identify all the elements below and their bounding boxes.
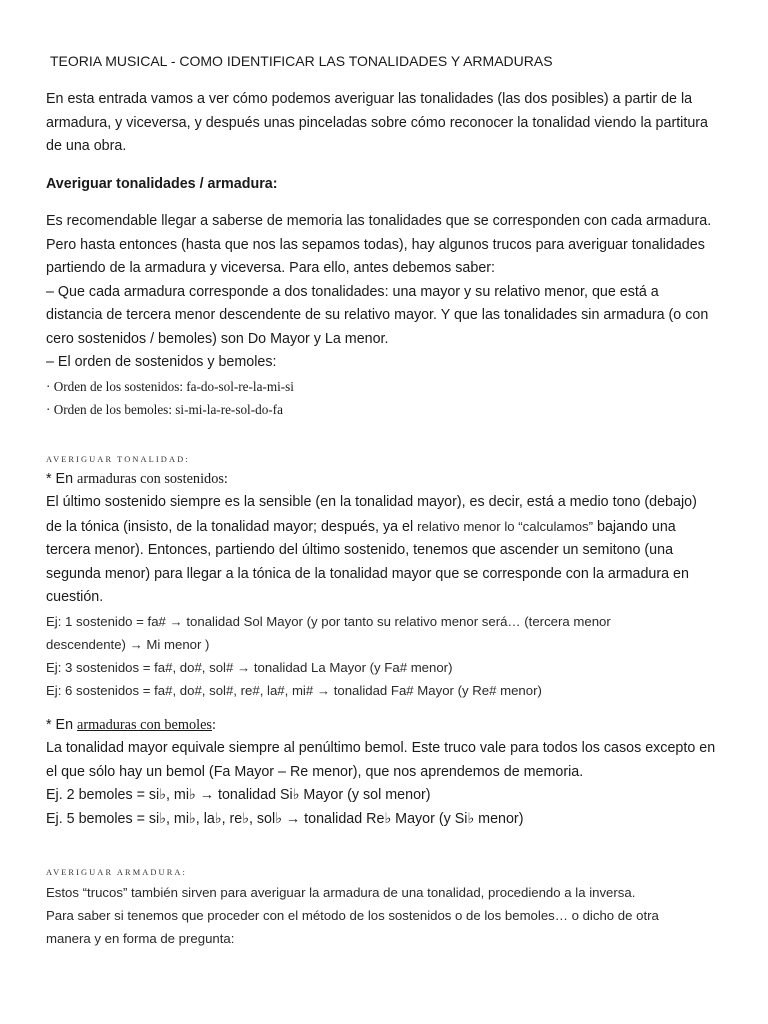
order-sharps: · Orden de los sostenidos: fa-do-sol-re-la-mi-si	[46, 378, 294, 394]
document-title: TEORIA MUSICAL - COMO IDENTIFICAR LAS TONALIDADES Y ARMADURAS	[50, 53, 553, 69]
body-line: partiendo de la armadura y viceversa. Para ello, antes debemos saber:	[46, 260, 496, 276]
sharps-label: armaduras con sostenidos:	[77, 470, 228, 487]
intro-paragraph	[46, 88, 726, 159]
flats-label: armaduras con bemoles	[77, 716, 212, 733]
body-line: Estos “trucos” también sirven para averiguar la armadura de una tonalidad, procediendo a la inversa.	[46, 885, 636, 900]
body-line: Para saber si tenemos que proceder con el método de los sostenidos o de los bemoles… o dicho de otra	[46, 908, 659, 923]
section3-body	[46, 881, 726, 950]
body-line: – Que cada armadura corresponde a dos tonalidades: una mayor y su relativo menor, que está a	[46, 283, 659, 300]
text-span: bajando una	[593, 518, 676, 535]
order-flats: · Orden de los bemoles: si-mi-la-re-sol-do-fa	[46, 401, 283, 417]
example-line: Ej: 6 sostenidos = fa#, do#, sol#, re#, la#, mi# → tonalidad Fa# Mayor (y Re# menor)	[46, 682, 542, 698]
document-page	[46, 52, 726, 950]
body-line	[46, 515, 726, 540]
body-line: cero sostenidos / bemoles) son Do Mayor y La menor.	[46, 330, 389, 347]
flat-example: Ej. 5 bemoles = si♭, mi♭, la♭, re♭, sol♭ → tonalidad Re♭ Mayor (y Si♭ menor)	[46, 810, 524, 827]
intro-line: En esta entrada vamos a ver cómo podemos averiguar las tonalidades (las dos posibles) a partir de la	[46, 91, 693, 107]
body-line: Pero hasta entonces (hasta que nos las sepamos todas), hay algunos trucos para averiguar tonalidades	[46, 236, 705, 253]
section-heading-averiguar-armadura: AVERIGUAR ARMADURA:	[46, 868, 187, 877]
bullet-text: * En	[46, 470, 77, 487]
body-line: cuestión.	[46, 589, 104, 605]
section2-body	[46, 468, 726, 832]
text-span: de la tónica (insisto, de la tonalidad mayor; después, ya el	[46, 518, 418, 535]
body-line: manera y en forma de pregunta:	[46, 931, 235, 946]
flat-example: Ej. 2 bemoles = si♭, mi♭ → tonalidad Si♭ Mayor (y sol menor)	[46, 787, 431, 803]
example-line: Ej: 3 sostenidos = fa#, do#, sol# → tonalidad La Mayor (y Fa# menor)	[46, 659, 453, 675]
example-line: Ej: 1 sostenido = fa# → tonalidad Sol Mayor (y por tanto su relativo menor será… (tercera menor	[46, 613, 611, 629]
body-line: Es recomendable llegar a saberse de memoria las tonalidades que se corresponden con cada armadura.	[46, 213, 712, 229]
body-line: La tonalidad mayor equivale siempre al penúltimo bemol. Este truco vale para todos los casos excepto en	[46, 740, 716, 756]
text-span: :	[211, 716, 216, 733]
intro-line: armadura, y viceversa, y después unas pinceladas sobre cómo reconocer la tonalidad viendo la partitura	[46, 114, 708, 131]
bullet-text: * En	[46, 716, 77, 733]
intro-line: de una obra.	[46, 138, 127, 154]
body-line: – El orden de sostenidos y bemoles:	[46, 354, 277, 370]
body-line: tercera menor). Entonces, partiendo del último sostenido, tenemos que ascender un semitono (una	[46, 542, 674, 558]
body-line: distancia de tercera menor descendente de su relativo mayor. Y que las tonalidades sin armadura (o con	[46, 307, 709, 323]
example-line: descendente) → Mi menor )	[46, 636, 210, 652]
body-line: segunda menor) para llegar a la tónica de la tonalidad mayor que se corresponde con la armadura en	[46, 565, 689, 582]
section1-body	[46, 210, 726, 421]
section-heading-tonalidades: Averiguar tonalidades / armadura:	[46, 175, 278, 192]
flats-intro	[46, 714, 726, 738]
text-span: relativo menor lo “calculamos”	[417, 518, 594, 534]
sharps-intro	[46, 468, 726, 492]
section-heading-averiguar-tonalidad: AVERIGUAR TONALIDAD:	[46, 454, 190, 464]
body-line: el que sólo hay un bemol (Fa Mayor – Re menor), que nos aprendemos de memoria.	[46, 763, 584, 780]
body-line: El último sostenido siempre es la sensible (en la tonalidad mayor), es decir, está a medio tono (debajo)	[46, 494, 697, 510]
